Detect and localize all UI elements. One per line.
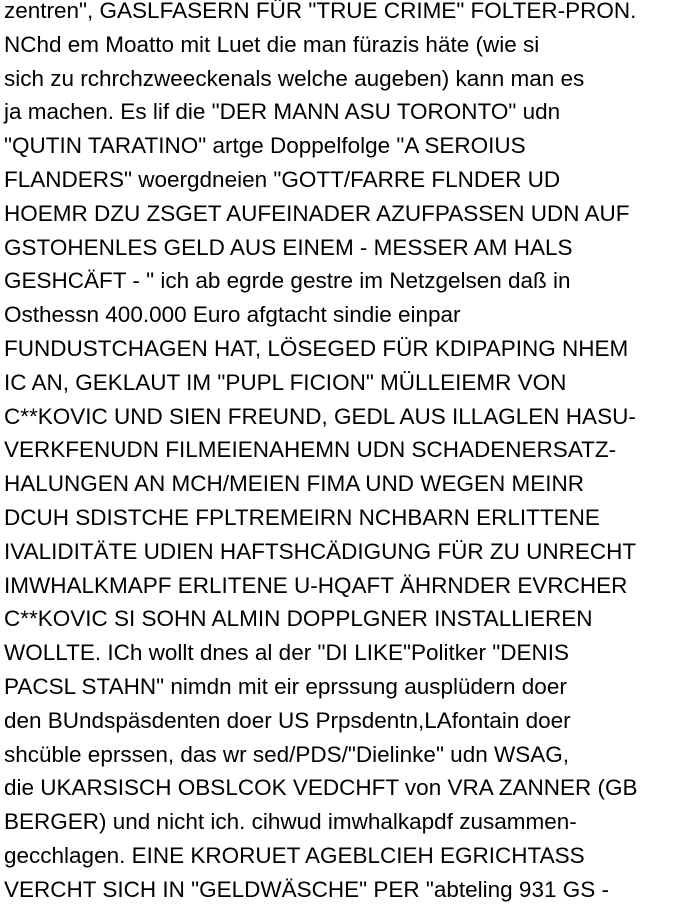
text-line: BERGER) und nicht ich. cihwud imwhalkapdf zusammen- xyxy=(4,809,577,835)
text-line: HALUNGEN AN MCH/MEIEN FIMA UND WEGEN MEINR xyxy=(4,471,585,497)
text-line: VERCHT SICH IN "GELDWÄSCHE" PER "abteling 931 GS - xyxy=(4,876,609,902)
text-line: WOLLTE. ICh wollt dnes al der "DI LIKE"Politker "DENIS xyxy=(4,640,569,666)
text-line: die UKARSISCH OBSLCOK VEDCHFT von VRA ZANNER (GB xyxy=(4,775,638,801)
text-line: zentren", GASLFASERN FÜR "TRUE CRIME" FOLTER-PRON. xyxy=(4,0,637,23)
text-line: C**KOVIC SI SOHN ALMIN DOPPLGNER INSTALLIEREN xyxy=(4,606,593,632)
text-line: IVALIDITÄTE UDIEN HAFTSHCÄDIGUNG FÜR ZU UNRECHT xyxy=(4,538,637,564)
text-line: DCUH SDISTCHE FPLTREMEIRN NCHBARN ERLITTENE xyxy=(4,504,600,530)
document-text xyxy=(4,0,684,907)
text-line: FLANDERS" woergdneien "GOTT/FARRE FLNDER UD xyxy=(4,166,561,192)
text-line: gecchlagen. EINE KRORUET AGEBLCIEH EGRICHTASS xyxy=(4,842,585,868)
text-line: sich zu rchrchzweeckenals welche augeben) kann man es xyxy=(4,65,585,91)
text-line: IC AN, GEKLAUT IM "PUPL FICION" MÜLLEIEMR VON xyxy=(4,369,567,395)
text-line: "QUTIN TARATINO" artge Doppelfolge "A SEROIUS xyxy=(4,133,526,159)
text-line: GSTOHENLES GELD AUS EINEM - MESSER AM HALS xyxy=(4,234,573,260)
text-line: Osthessn 400.000 Euro afgtacht sindie einpar xyxy=(4,302,461,328)
text-line: PACSL STAHN" nimdn mit eir eprssung ausplüdern doer xyxy=(4,673,567,699)
text-line: HOEMR DZU ZSGET AUFEINADER AZUFPASSEN UDN AUF xyxy=(4,200,630,226)
text-line: ja machen. Es lif die "DER MANN ASU TORONTO" udn xyxy=(4,99,561,125)
text-line: VERKFENUDN FILMEIENAHEMN UDN SCHADENERSATZ- xyxy=(4,437,617,463)
text-line: IMWHALKMAPF ERLITENE U-HQAFT ÄHRNDER EVRCHER xyxy=(4,572,628,598)
text-line: den BUndspäsdenten doer US Prpsdentn,LAfontain doer xyxy=(4,707,571,733)
text-line: C**KOVIC UND SIEN FREUND, GEDL AUS ILLAGLEN HASU- xyxy=(4,403,636,429)
text-line: GESHCÄFT - " ich ab egrde gestre im Netzgelsen daß in xyxy=(4,268,571,294)
text-line: NChd em Moatto mit Luet die man fürazis häte (wie si xyxy=(4,31,540,57)
text-line: FUNDUSTCHAGEN HAT, LÖSEGED FÜR KDIPAPING NHEM xyxy=(4,335,629,361)
text-line: shcüble eprssen, das wr sed/PDS/"Dielinke" udn WSAG, xyxy=(4,741,569,767)
